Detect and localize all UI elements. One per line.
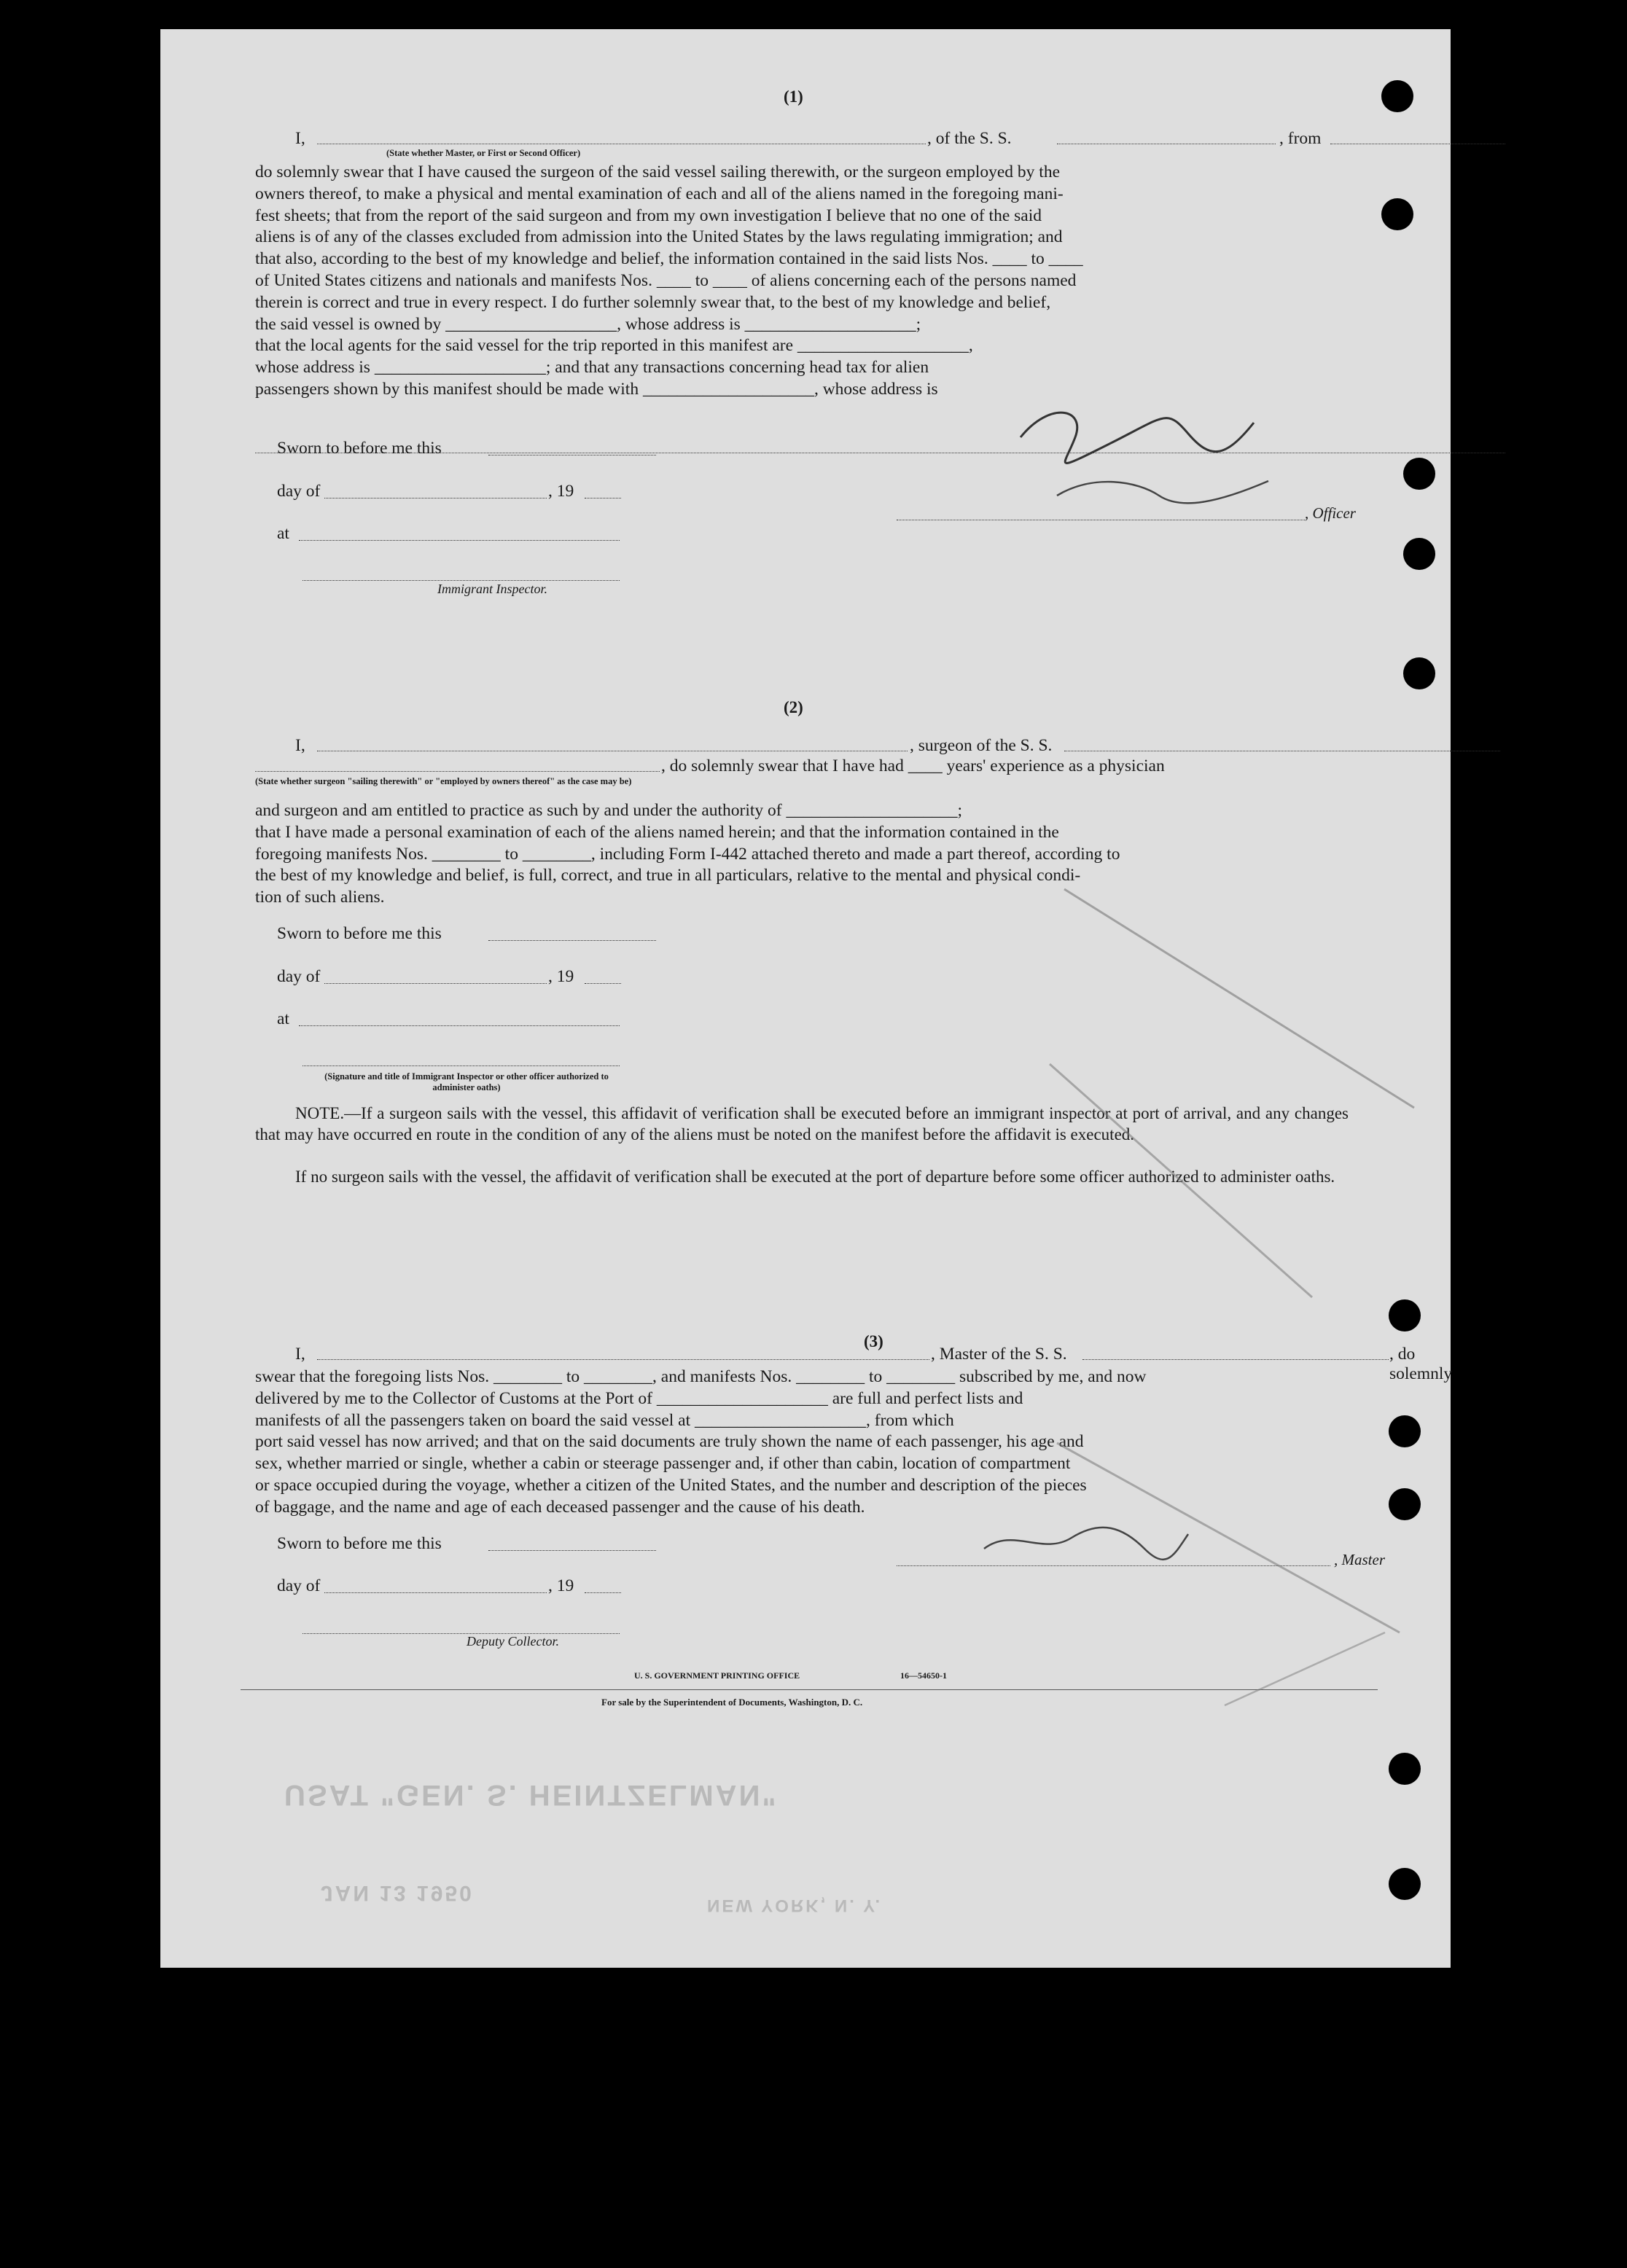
s1-sworn-label: Sworn to before me this: [277, 439, 442, 458]
s1-line: therein is correct and true in every respect. I do further solemnly swear that, to the best of my knowledge and belief,: [255, 292, 1051, 312]
s1-from-blank[interactable]: [1330, 130, 1505, 144]
binder-hole: [1389, 1415, 1421, 1447]
s2-sworn-blank[interactable]: [488, 927, 656, 941]
officer-signature: [1006, 394, 1283, 517]
s3-sworn-blank[interactable]: [488, 1537, 656, 1551]
s3-master-label: , Master: [1334, 1551, 1385, 1568]
s2-line: and surgeon and am entitled to practice as such by and under the authority of ____________________;: [255, 801, 963, 820]
s2-sign-blank[interactable]: [303, 1052, 620, 1066]
s1-at-blank[interactable]: [299, 527, 620, 541]
s1-day-blank[interactable]: [324, 485, 547, 498]
s3-master-blank[interactable]: [317, 1346, 929, 1360]
s1-line: that the local agents for the said vessel for the trip reported in this manifest are ____________________,: [255, 336, 973, 356]
bleed-ship-stamp: USAT "GEN. S. HEINTZELMAN": [284, 1779, 779, 1811]
s2-i-label: I,: [295, 736, 305, 755]
s1-officer-label: , Officer: [1305, 504, 1356, 522]
s1-of-ss-label: , of the S. S.: [927, 129, 1012, 148]
s1-line: that also, according to the best of my knowledge and belief, the information contained in the said lists Nos. ____ to ____: [255, 249, 1083, 269]
s1-officer-note: (State whether Master, or First or Second Officer): [386, 148, 581, 158]
bleed-port-stamp: NEW YORK, N. Y.: [707, 1896, 883, 1915]
s2-line2-blank[interactable]: [255, 758, 660, 772]
s3-collector-blank[interactable]: [303, 1620, 620, 1634]
s1-line: the said vessel is owned by ____________________, whose address is ____________________;: [255, 314, 921, 334]
s1-from-label: , from: [1279, 129, 1322, 148]
document-page: [160, 29, 1451, 1968]
gpo-imprint: U. S. GOVERNMENT PRINTING OFFICE: [634, 1670, 800, 1681]
binder-hole: [1389, 1299, 1421, 1332]
s3-year-blank[interactable]: [585, 1579, 621, 1593]
s3-year-label: , 19: [548, 1576, 574, 1595]
s3-line: of baggage, and the name and age of each deceased passenger and the cause of his death.: [255, 1497, 865, 1517]
s1-ship-blank[interactable]: [1057, 130, 1276, 144]
s2-sig-note: (Signature and title of Immigrant Inspector or other officer authorized to administer oaths): [324, 1071, 609, 1092]
s1-address-blank[interactable]: [255, 439, 1505, 453]
s1-inspector-blank[interactable]: [303, 567, 620, 581]
s3-line: manifests of all the passengers taken on board the said vessel at ____________________, from which: [255, 1410, 954, 1430]
s1-line: of United States citizens and nationals and manifests Nos. ____ to ____ of aliens concerning each of the persons named: [255, 270, 1077, 290]
binder-hole: [1403, 458, 1435, 490]
s1-line: passengers shown by this manifest should be made with ____________________, whose address is: [255, 379, 938, 399]
s2-surgeon-note: (State whether surgeon "sailing therewith" or "employed by owners thereof" as the case may be): [255, 776, 632, 786]
s2-sworn-label: Sworn to before me this: [277, 924, 442, 943]
bleed-date-stamp: JAN 13 1950: [321, 1881, 474, 1905]
binder-hole: [1403, 657, 1435, 689]
s2-line: tion of such aliens.: [255, 888, 385, 907]
s1-sworn-blank[interactable]: [488, 442, 656, 455]
s2-note-surgeon-sails: NOTE.—If a surgeon sails with the vessel, this affidavit of verification shall be executed before an immigrant inspector at port of arrival, and any changes that may have occurred en route in the condition of any of the aliens must be noted on the manifest before the affidavit is executed.: [255, 1104, 1349, 1143]
binder-hole: [1389, 1868, 1421, 1900]
section-1-number: (1): [784, 87, 803, 106]
s1-i-label: I,: [295, 129, 305, 148]
binder-hole: [1381, 198, 1413, 230]
s3-day-label: day of: [277, 1576, 321, 1595]
pencil-strokes: [1035, 845, 1429, 1720]
s2-note-no-surgeon: If no surgeon sails with the vessel, the affidavit of verification shall be executed at the port of departure before some officer authorized to administer oaths.: [295, 1168, 1335, 1186]
s3-line: delivered by me to the Collector of Customs at the Port of ____________________ are full and perfect lists and: [255, 1388, 1023, 1408]
s1-line: owners thereof, to make a physical and mental examination of each and all of the aliens named in the foregoing mani-: [255, 184, 1064, 203]
s1-line: whose address is ____________________; and that any transactions concerning head tax for alien: [255, 358, 929, 378]
binder-hole: [1389, 1753, 1421, 1785]
section-3-number: (3): [864, 1332, 883, 1350]
s1-line: do solemnly swear that I have caused the surgeon of the said vessel sailing therewith, or the surgeon employed by the: [255, 163, 1061, 181]
s1-officer-blank[interactable]: [317, 130, 926, 144]
s1-at-label: at: [277, 524, 289, 543]
s3-line: or space occupied during the voyage, whether a citizen of the United States, and the number and description of the pieces: [255, 1475, 1087, 1495]
s1-oath-text: [255, 162, 1349, 401]
s2-ship-blank[interactable]: [1064, 738, 1500, 751]
s3-sworn-label: Sworn to before me this: [277, 1534, 442, 1553]
s1-year-label: , 19: [548, 482, 574, 501]
s2-at-blank[interactable]: [299, 1012, 620, 1026]
s1-inspector-label: Immigrant Inspector.: [437, 582, 547, 596]
binder-hole: [1389, 1488, 1421, 1520]
s2-experience-text: , do solemnly swear that I have had ____ years' experience as a physician: [661, 756, 1165, 775]
s2-year-label: , 19: [548, 967, 574, 986]
s2-day-blank[interactable]: [324, 970, 547, 984]
s2-day-label: day of: [277, 967, 321, 986]
binder-hole: [1381, 80, 1413, 112]
s2-year-blank[interactable]: [585, 970, 621, 984]
s3-day-blank[interactable]: [324, 1579, 547, 1593]
s2-at-label: at: [277, 1009, 289, 1028]
sale-notice: For sale by the Superintendent of Documents, Washington, D. C.: [601, 1697, 863, 1708]
s1-line: fest sheets; that from the report of the said surgeon and from my own investigation I believe that no one of the said: [255, 206, 1042, 225]
s1-year-blank[interactable]: [585, 485, 621, 498]
s3-i-label: I,: [295, 1345, 305, 1364]
s2-line: foregoing manifests Nos. ________ to ________, including Form I-442 attached thereto and made a part thereof, according to: [255, 844, 1120, 864]
s3-line: port said vessel has now arrived; and that on the said documents are truly shown the name of each passenger, his age and: [255, 1432, 1084, 1452]
s2-line: that I have made a personal examination of each of the aliens named herein; and that the information contained in the: [255, 822, 1059, 842]
s2-line: the best of my knowledge and belief, is full, correct, and true in all particulars, relative to the mental and physical condi-: [255, 866, 1081, 885]
binder-hole: [1403, 538, 1435, 570]
form-number: 16—54650-1: [900, 1670, 947, 1681]
s2-surgeon-ss-label: , surgeon of the S. S.: [910, 736, 1053, 755]
s3-line: sex, whether married or single, whether a cabin or steerage passenger and, if other than cabin, location of compartment: [255, 1454, 1071, 1474]
s3-solemnly-label: , do solemnly: [1389, 1345, 1453, 1383]
s1-line: aliens is of any of the classes excluded from admission into the United States by the laws regulating immigration; and: [255, 227, 1063, 247]
s3-collector-label: Deputy Collector.: [467, 1634, 559, 1649]
s2-surgeon-blank[interactable]: [317, 738, 908, 751]
section-2-number: (2): [784, 698, 803, 716]
s3-master-ss-label: , Master of the S. S.: [931, 1345, 1067, 1364]
s1-day-label: day of: [277, 482, 321, 501]
s3-line: swear that the foregoing lists Nos. ________ to ________, and manifests Nos. ________ to ________ subscribed by me, and now: [255, 1367, 1147, 1386]
